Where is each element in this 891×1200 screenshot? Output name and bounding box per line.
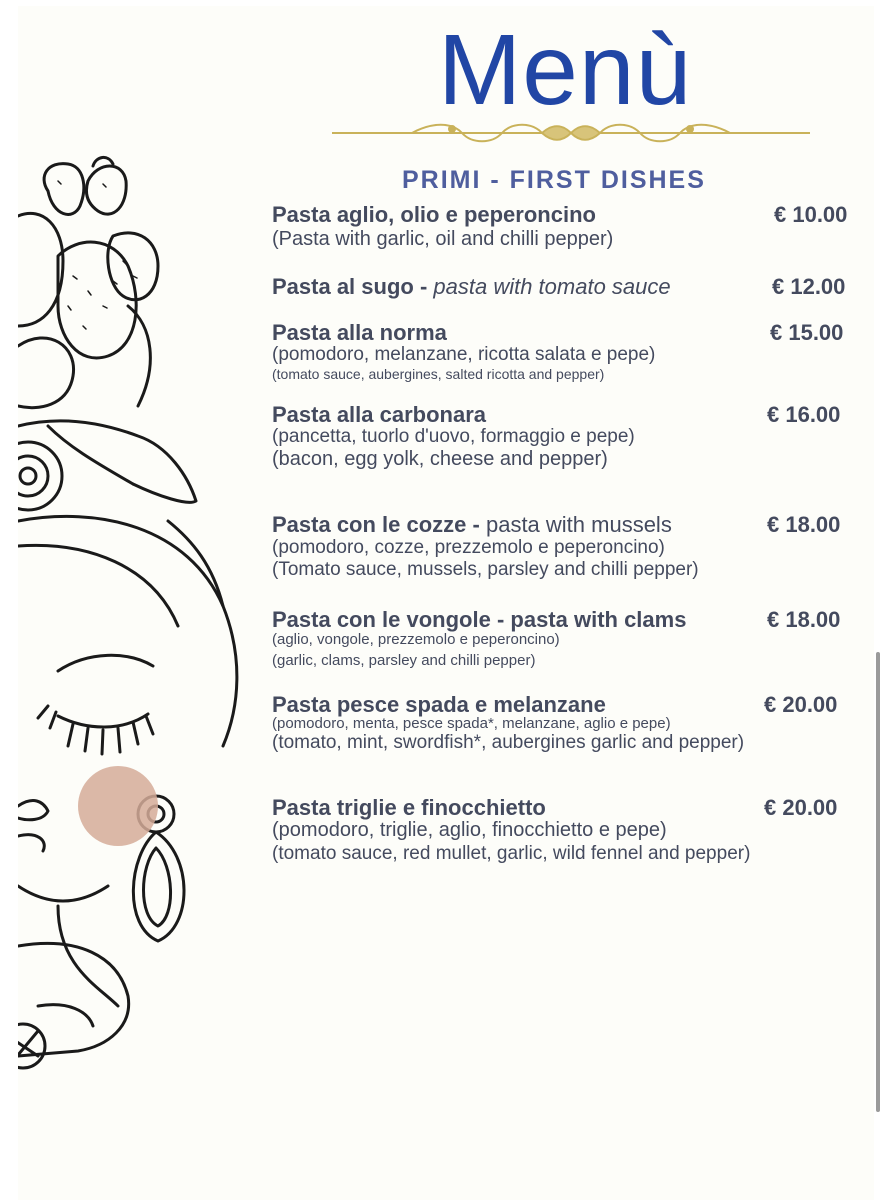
item-description: (aglio, vongole, prezzemolo e peperoncino) bbox=[272, 631, 560, 648]
item-name-it: Pasta con le cozze - bbox=[272, 512, 486, 537]
item-price: € 10.00 bbox=[774, 202, 848, 227]
sicilian-head-illustration bbox=[18, 6, 278, 1200]
item-price: € 15.00 bbox=[770, 320, 844, 345]
menu-title: Menù bbox=[438, 14, 693, 126]
item-name: Pasta con le vongole - pasta with clams bbox=[272, 607, 687, 632]
item-description: (tomato sauce, aubergines, salted ricotta and pepper) bbox=[272, 366, 605, 382]
item-name bbox=[272, 274, 671, 300]
item-description: (pomodoro, menta, pesce spada*, melanzane, aglio e pepe) bbox=[272, 715, 671, 732]
item-name: Pasta aglio, olio e peperoncino bbox=[272, 202, 596, 227]
item-name: Pasta triglie e finocchietto bbox=[272, 795, 546, 820]
item-description: (Pasta with garlic, oil and chilli pepper) bbox=[272, 228, 614, 250]
item-description: (pancetta, tuorlo d'uovo, formaggio e pepe) bbox=[272, 426, 635, 447]
item-description: (tomato sauce, red mullet, garlic, wild fennel and pepper) bbox=[272, 843, 751, 864]
item-price: € 12.00 bbox=[772, 274, 846, 299]
item-name-it: Pasta al sugo - bbox=[272, 274, 434, 299]
item-price: € 16.00 bbox=[767, 402, 841, 427]
section-heading-first-dishes: PRIMI - FIRST DISHES bbox=[402, 166, 706, 194]
item-price: € 20.00 bbox=[764, 692, 838, 717]
item-description: (bacon, egg yolk, cheese and pepper) bbox=[272, 448, 608, 470]
item-name-en: pasta with tomato sauce bbox=[433, 274, 671, 299]
item-price: € 18.00 bbox=[767, 607, 841, 632]
item-name: Pasta alla carbonara bbox=[272, 402, 487, 427]
item-name: Pasta pesce spada e melanzane bbox=[272, 692, 606, 717]
item-description: (pomodoro, cozze, prezzemolo e peperoncino) bbox=[272, 537, 665, 558]
menu-page bbox=[18, 6, 874, 1200]
item-price: € 18.00 bbox=[767, 512, 841, 537]
gold-flourish-divider bbox=[332, 120, 810, 146]
item-name-en: pasta with mussels bbox=[485, 512, 672, 537]
item-name: Pasta alla norma bbox=[272, 320, 447, 345]
item-description: (garlic, clams, parsley and chilli pepper) bbox=[272, 652, 536, 669]
vertical-scrollbar[interactable] bbox=[876, 652, 880, 1112]
item-price: € 20.00 bbox=[764, 795, 838, 820]
item-name bbox=[272, 512, 672, 538]
item-description: (Tomato sauce, mussels, parsley and chilli pepper) bbox=[272, 559, 699, 580]
item-description: (tomato, mint, swordfish*, aubergines garlic and pepper) bbox=[272, 732, 745, 753]
item-description: (pomodoro, melanzane, ricotta salata e pepe) bbox=[272, 344, 656, 365]
item-description: (pomodoro, triglie, aglio, finocchietto e pepe) bbox=[272, 819, 667, 841]
